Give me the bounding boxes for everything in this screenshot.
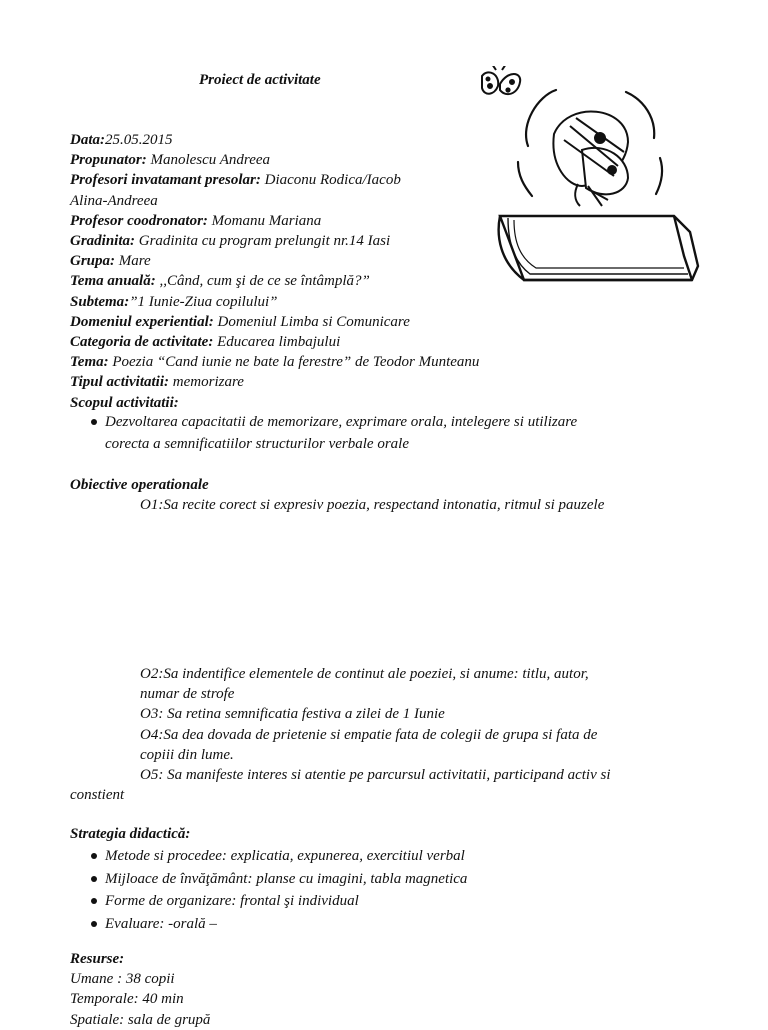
- field-label: Domeniul experiential: [70, 313, 209, 330]
- field-label: Categoria de activitate: [70, 334, 209, 351]
- list-item: Evaluare: -orală –: [70, 913, 467, 936]
- field-profesori: Profesori invatamant presolar: Diaconu Rodica/Iacob: [70, 172, 401, 189]
- field-categoria: Categoria de activitate: Educarea limbajului: [70, 334, 341, 351]
- scopul-heading: Scopul activitatii:: [70, 394, 179, 411]
- resurse-section: [70, 949, 210, 1030]
- field-value: Educarea limbajului: [213, 334, 341, 351]
- field-label: Profesor coodronator: [70, 212, 203, 229]
- field-label: Tema: [70, 354, 104, 371]
- objective-o2: O2:Sa indentifice elementele de continut ale poeziei, si anume: titlu, autor,: [140, 666, 589, 682]
- list-item: Mijloace de învăţământ: planse cu imagini, tabla magnetica: [70, 868, 467, 891]
- field-label: Profesori invatamant presolar: [70, 172, 256, 189]
- field-value: Gradinita cu program prelungit nr.14 Iasi: [135, 233, 391, 250]
- strategia-list: [70, 845, 467, 935]
- field-profesori-continued: Alina-Andreea: [70, 192, 158, 209]
- obiective-heading: Obiective operationale: [70, 477, 209, 493]
- scopul-continued: corecta a semnificatiilor structurilor verbale orale: [105, 436, 409, 452]
- objective-o1: O1:Sa recite corect si expresiv poezia, respectand intonatia, ritmul si pauzele: [140, 497, 605, 513]
- objective-o2-continued: numar de strofe: [140, 686, 235, 703]
- field-tema-anuala: Tema anuală: ,,Când, cum şi de ce se întâmplă?”: [70, 273, 370, 290]
- activity-details: [70, 130, 479, 413]
- document-title: Proiect de activitate: [199, 72, 321, 88]
- resurse-temporale: Temporale: 40 min: [70, 991, 184, 1008]
- resurse-spatiale: Spatiale: sala de grupă: [70, 1011, 211, 1028]
- field-coordonator: Profesor coodronator: Momanu Mariana: [70, 212, 322, 229]
- field-value: Diaconu Rodica/Iacob: [260, 172, 401, 189]
- list-item: Forme de organizare: frontal şi individual: [70, 890, 467, 913]
- field-label: Data: [70, 132, 100, 148]
- field-label: Propunator: [70, 152, 142, 169]
- field-tipul: Tipul activitatii: memorizare: [70, 374, 244, 391]
- field-tema: Tema: Poezia “Cand iunie ne bate la ferestre” de Teodor Munteanu: [70, 354, 480, 371]
- field-grupa: Grupa: Mare: [70, 253, 151, 270]
- field-value: Domeniul Limba si Comunicare: [213, 313, 410, 330]
- objective-o5: O5: Sa manifeste interes si atentie pe parcursul activitatii, participand activ si: [140, 767, 611, 784]
- field-gradinita: Gradinita: Gradinita cu program prelungit nr.14 Iasi: [70, 233, 391, 250]
- field-propunator: Propunator: Manolescu Andreea: [70, 152, 271, 169]
- scopul-list: [70, 411, 577, 434]
- field-domeniul: Domeniul experiential: Domeniul Limba si Comunicare: [70, 313, 410, 330]
- field-value: Momanu Mariana: [207, 212, 322, 229]
- list-item: Metode si procedee: explicatia, expunerea, exercitiul verbal: [70, 845, 467, 868]
- objective-o3: O3: Sa retina semnificatia festiva a zilei de 1 Iunie: [140, 706, 445, 723]
- field-value: ,,Când, cum şi de ce se întâmplă?”: [155, 273, 370, 290]
- objectives-o2-o5: [140, 664, 611, 785]
- resurse-umane: Umane : 38 copii: [70, 971, 175, 988]
- field-data: Data:25.05.2015: [70, 132, 173, 148]
- butterfly-on-book-icon: [478, 66, 704, 288]
- field-subtema: Subtema:”1 Iunie-Ziua copilului”: [70, 293, 278, 310]
- list-item: Dezvoltarea capacitatii de memorizare, exprimare orala, intelegere si utilizare: [70, 411, 577, 434]
- objective-o5-continued: constient: [70, 787, 125, 803]
- field-label: Gradinita: [70, 233, 131, 250]
- objective-o4: O4:Sa dea dovada de prietenie si empatie fata de colegii de grupa si fata de: [140, 726, 598, 743]
- strategia-heading: Strategia didactică:: [70, 826, 191, 842]
- field-label: Tema anuală: [70, 273, 151, 290]
- field-value: ”1 Iunie-Ziua copilului”: [129, 293, 278, 310]
- field-label: Grupa: [70, 253, 111, 270]
- field-value: Mare: [115, 253, 151, 270]
- resurse-heading: Resurse:: [70, 951, 125, 967]
- field-label: Subtema: [70, 293, 125, 310]
- field-label: Tipul activitatii: [70, 374, 165, 391]
- objective-o4-continued: copiii din lume.: [140, 746, 234, 763]
- field-value: Manolescu Andreea: [146, 152, 271, 169]
- field-value: 25.05.2015: [105, 132, 173, 148]
- field-value: memorizare: [169, 374, 244, 391]
- field-value: Poezia “Cand iunie ne bate la ferestre” de Teodor Munteanu: [108, 354, 480, 371]
